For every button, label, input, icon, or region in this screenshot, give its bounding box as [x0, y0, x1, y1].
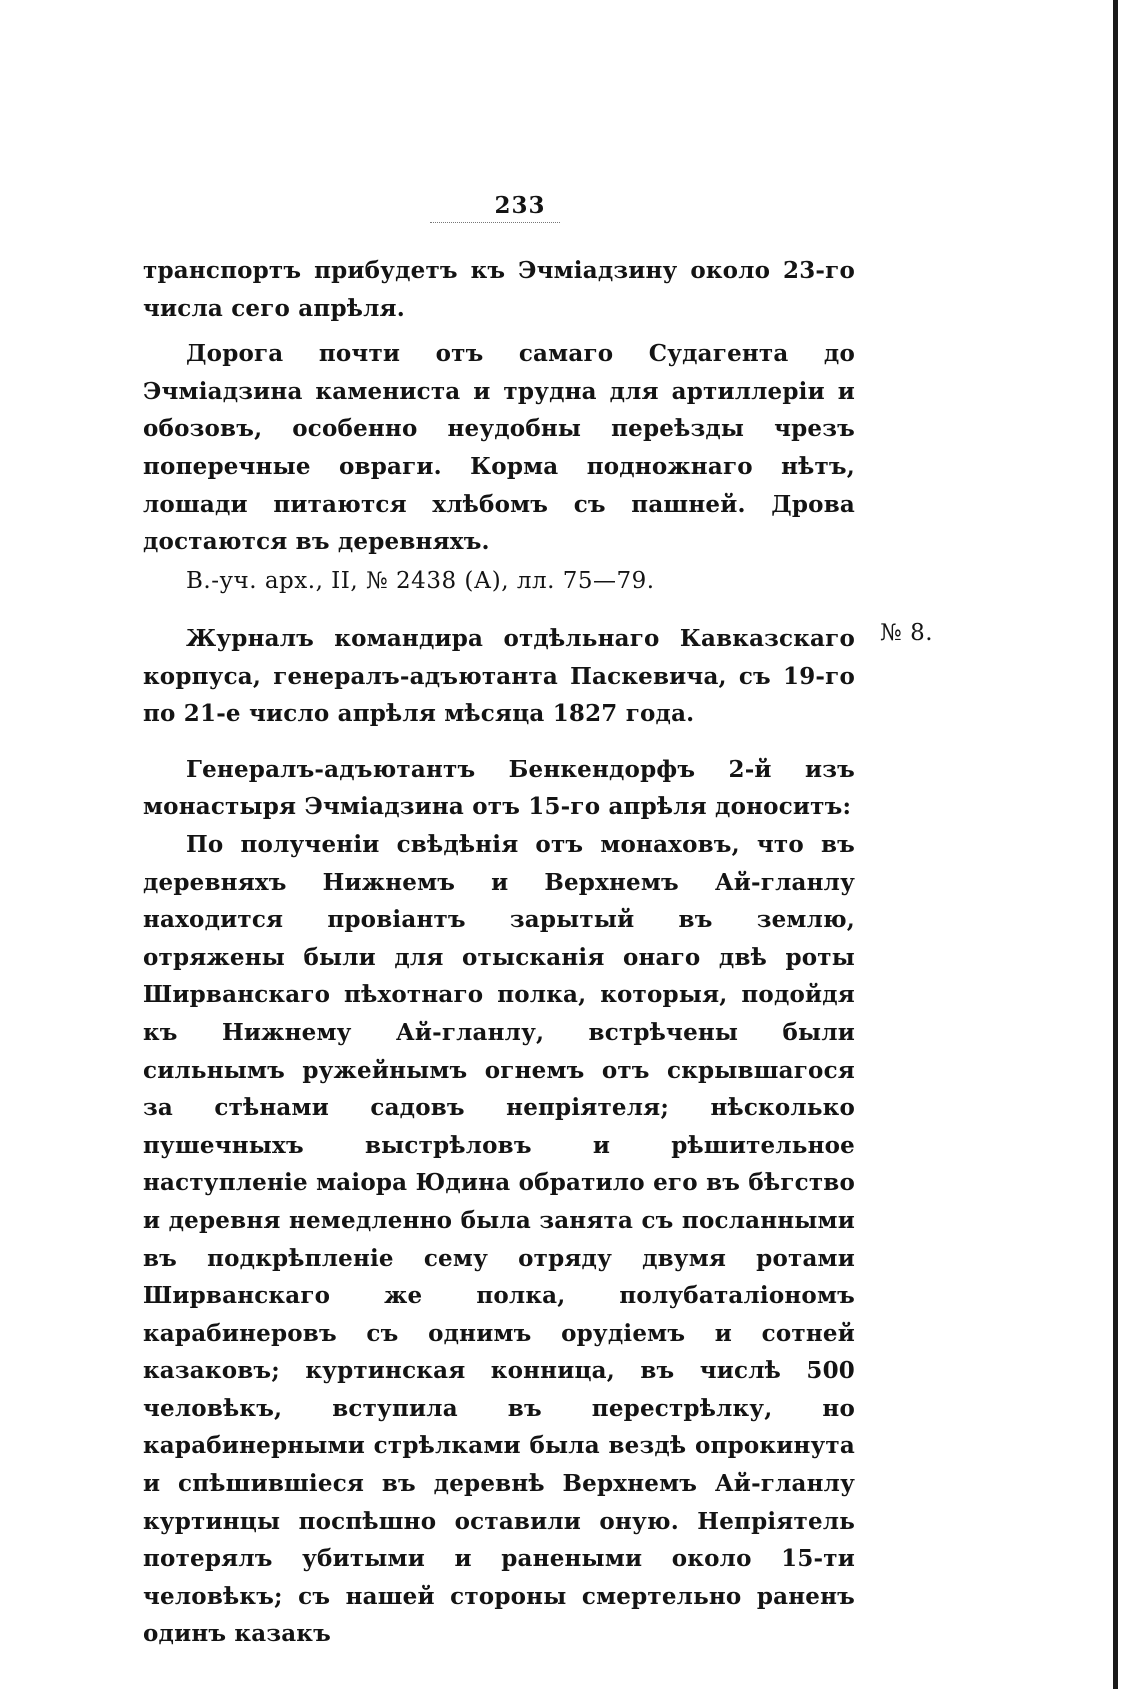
page-number: 233	[494, 192, 546, 219]
continued-text-block	[143, 252, 855, 561]
page-number-rule	[430, 222, 560, 223]
journal-heading: Журналъ командира отдѣльнаго Кавказскаго корпуса, генералъ-адъютанта Паскевича, съ 19-го по 21-е число апрѣля мѣсяца 1827 года.	[143, 625, 855, 728]
paragraph-road: Дорога почти отъ самаго Судагента до Эчміадзина камениста и трудна для артиллеріи и обозовъ, особенно неудобны переѣзды чрезъ поперечные овраги. Корма подножнаго нѣтъ, лошади питаются хлѣбомъ съ пашней. Дрова достаются въ деревняхъ.	[143, 340, 855, 556]
page-edge-shadow	[1113, 0, 1118, 1689]
report-body: По полученіи свѣдѣнія отъ монаховъ, что въ деревняхъ Нижнемъ и Верхнемъ Ай-гланлу находится провіантъ зарытый въ землю, отряжены были для отысканія онаго двѣ роты Ширванскаго пѣхотнаго полка, которыя, подойдя къ Нижнему Ай-гланлу, встрѣчены были сильнымъ ружейнымъ огнемъ отъ скрывшагося за стѣнами садовъ непріятеля; нѣсколько пушечныхъ выстрѣловъ и рѣшительное наступленіе маіора Юдина обратило его въ бѣгство и деревня немедленно была занята съ посланными въ подкрѣпленіе сему отряду двумя ротами Ширванскаго же полка, полубаталіономъ карабинеровъ съ однимъ орудіемъ и сотней казаковъ; куртинская конница, въ числѣ 500 человѣкъ, вступила въ перестрѣлку, но карабинерными стрѣлками была вездѣ опрокинута и спѣшившіеся въ деревнѣ Верхнемъ Ай-гланлу куртинцы поспѣшно оставили оную. Непріятель потерялъ убитыми и ранеными около 15-ти человѣкъ; съ нашей стороны смертельно раненъ одинъ казакъ	[143, 830, 855, 1648]
paragraph-transport: транспортъ прибудетъ къ Эчміадзину около 23-го числа сего апрѣля.	[143, 257, 855, 322]
document-number: № 8.	[880, 620, 934, 646]
archive-reference: В.-уч. арх., II, № 2438 (А), лл. 75—79.	[186, 568, 655, 594]
journal-block	[143, 620, 855, 1653]
report-intro: Генералъ-адъютантъ Бенкендорфъ 2-й изъ монастыря Эчміадзина отъ 15-го апрѣля доноситъ:	[143, 755, 855, 821]
